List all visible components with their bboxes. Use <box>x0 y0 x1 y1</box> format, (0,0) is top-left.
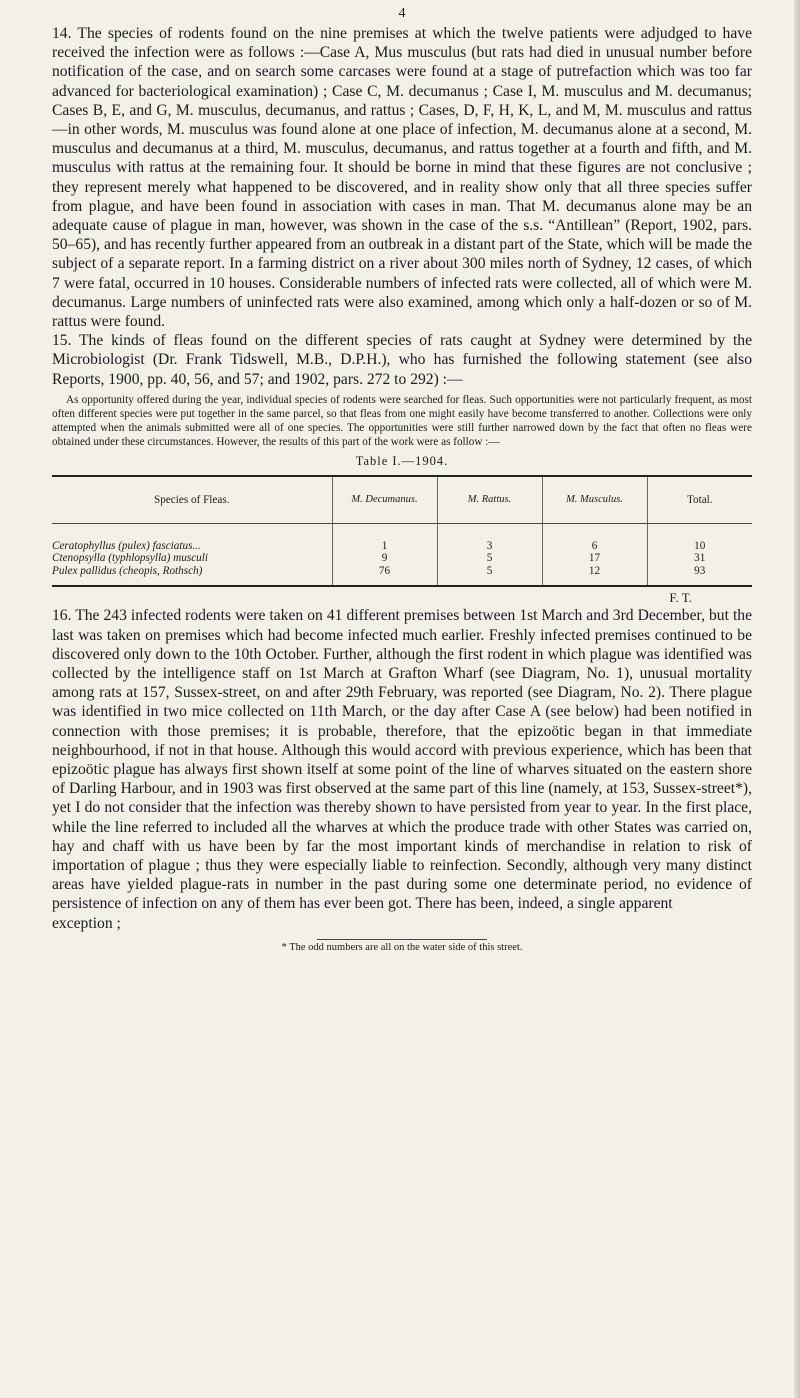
count-rattus: 5 <box>437 552 542 565</box>
flea-species: Pulex pallidus (cheopis, Rothsch) <box>52 565 332 587</box>
count-musculus: 6 <box>542 523 647 552</box>
author-initials: F. T. <box>669 590 692 606</box>
header-rattus: M. Rattus. <box>437 476 542 524</box>
flea-species: Ctenopsylla (typhlopsylla) musculi <box>52 552 208 565</box>
document-page <box>52 0 752 953</box>
table-caption: Table I.—1904. <box>355 453 449 468</box>
count-total: 93 <box>647 565 752 587</box>
footnote-rule <box>317 939 487 940</box>
header-total: Total. <box>647 476 752 524</box>
page-number: 4 <box>398 6 406 21</box>
quoted-statement: As opportunity offered during the year, individual species of rodents were searched for fleas. Such opportunities were not particularly frequent, as most often different species were put together in the same parcel, so that fleas from one might easily have become transferred to another. Collections were only attempted when the animals submitted were all of one species. The opportunities were still further narrowed down by the fact that often no fleas were obtained under these circumstances. However, the results of this part of the work were as follow :— <box>52 393 752 448</box>
table-row <box>52 523 752 552</box>
footnote: * The odd numbers are all on the water side of this street. <box>281 941 523 953</box>
paragraph-15: 15. The kinds of fleas found on the different species of rats caught at Sydney were determined by the Microbiologist (Dr. Frank Tidswell, M.B., D.P.H.), who has furnished the following statement (see also Reports, 1900, pp. 40, 56, and 57; and 1902, pars. 272 to 292) :— <box>52 332 752 388</box>
count-decumanus: 1 <box>332 523 437 552</box>
catchword: exception ; <box>52 914 121 932</box>
table-row <box>52 552 752 565</box>
flea-table <box>52 475 752 588</box>
paragraph-16: 16. The 243 infected rodents were taken on 41 different premises between 1st March and 3rd December, but the last was taken on premises which had become infected much earlier. Freshly infected premises continued to be discovered only down to the 10th October. Further, although the first rodent in which plague was identified was collected by the intelligence staff on 1st March at Grafton Wharf (see Diagram, No. 1), unusual mortality among rats at 157, Sussex-street, on and after 29th February, was reported (see Diagram, No. 2). There plague was identified in two mice collected on 11th March, or the day after Case A (see below) had been notified in connection with those premises; it is probable, therefore, that the epizoötic began in that immediate neighbourhood, if not in that house. Although this would accord with previous experience, which has been that epizoötic plague has always first shown itself at some point of the line of wharves situated on the eastern shore of Darling Harbour, and in 1903 was first observed at the same part of this line (namely, at 153, Sussex-street*), yet I do not consider that the infection was thereby shown to have persisted from year to year. In the first place, while the line referred to included all the wharves at which the produce trade with other States was carried on, hay and chaff with us have been by far the most important kinds of merchandise in relation to risk of importation of plague ; thus they were especially liable to reinfection. Secondly, although very many distinct areas have yielded plague-rats in number in the past during some one determinate period, no evidence of persistence of infection on any of them has ever been got. There has been, indeed, a single apparent <box>52 607 752 913</box>
paragraph-14: 14. The species of rodents found on the nine premises at which the twelve patients were adjudged to have received the infection were as follows :—Case A, Mus musculus (but rats had died in unusual number before notification of the case, and on search some carcases were found at a stage of putrefaction which was too far advanced for bacteriological examination) ; Case C, M. decumanus ; Case I, M. musculus and M. decumanus; Cases B, E, and G, M. musculus, decumanus, and rattus ; Cases, D, F, H, K, L, and M, M. musculus and rattus—in other words, M. musculus was found alone at one place of infection, M. decumanus alone at a second, M. musculus and decumanus at a third, M. musculus, decumanus, and rattus together at a fourth and fifth, and M. musculus with rattus at the remaining four. It should be borne in mind that these figures are not conclusive ; they represent merely what happened to be discovered, and in reality show only that all three species suffer from plague, and have been found in association with cases in man. That M. decumanus alone may be an adequate cause of plague in man, however, was shown in the case of the s.s. “Antillean” (Report, 1902, pars. 50–65), and has recently further appeared from an outbreak in a distant part of the State, which will be made the subject of a separate report. In a farming district on a river about 300 miles north of Sydney, 12 cases, of which 7 were fatal, occurred in 10 houses. Considerable numbers of infected rats were collected, all of which were M. decumanus. Large numbers of uninfected rats were also examined, among which only a half-dozen or so of M. rattus were found. <box>52 25 752 331</box>
count-decumanus: 76 <box>332 565 437 587</box>
page-edge <box>794 0 800 1398</box>
table-row <box>52 565 752 587</box>
count-musculus: 12 <box>542 565 647 587</box>
count-total: 10 <box>647 523 752 552</box>
header-musculus: M. Musculus. <box>542 476 647 524</box>
count-total: 31 <box>647 552 752 565</box>
count-decumanus: 9 <box>332 552 437 565</box>
count-musculus: 17 <box>542 552 647 565</box>
header-decumanus: M. Decumanus. <box>332 476 437 524</box>
count-rattus: 5 <box>437 565 542 587</box>
flea-species: Ceratophyllus (pulex) fasciatus... <box>52 539 201 552</box>
count-rattus: 3 <box>437 523 542 552</box>
table-header-row <box>52 476 752 524</box>
header-species: Species of Fleas. <box>52 476 332 524</box>
